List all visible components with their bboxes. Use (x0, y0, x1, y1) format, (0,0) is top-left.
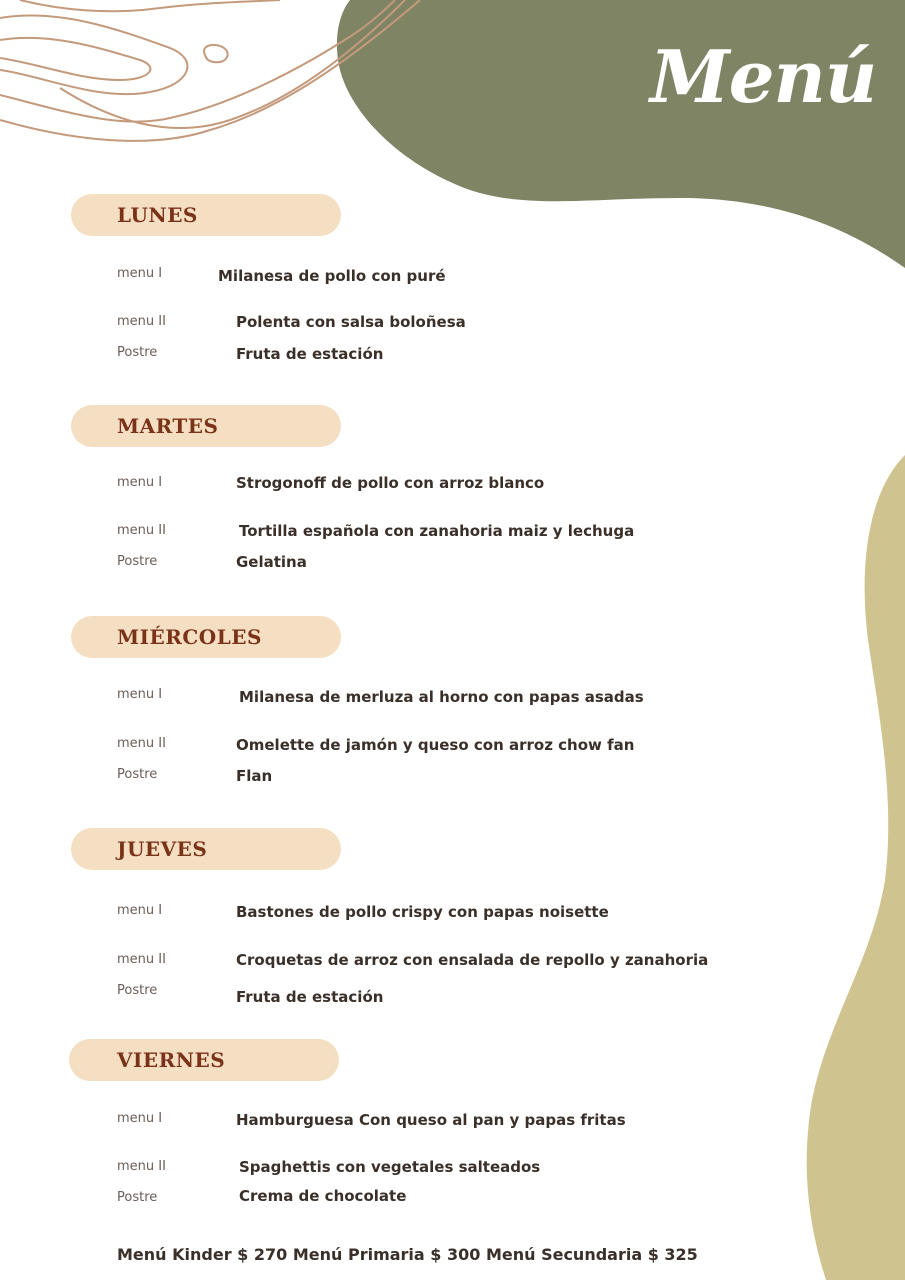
row-value: Fruta de estación (236, 988, 384, 1006)
row-label: Postre (117, 1190, 158, 1205)
row-label: menu II (117, 523, 166, 538)
row-value: Gelatina (236, 553, 307, 571)
row-label: menu I (117, 266, 163, 281)
row-label: menu II (117, 736, 166, 751)
row-label: menu I (117, 687, 163, 702)
row-label: menu I (117, 903, 163, 918)
row-value: Fruta de estación (236, 345, 384, 363)
row-value: Bastones de pollo crispy con papas noisette (236, 903, 609, 921)
day-name: MIÉRCOLES (117, 625, 262, 649)
row-value: Croquetas de arroz con ensalada de repollo y zanahoria (236, 951, 709, 969)
row-label: Postre (117, 767, 158, 782)
khaki-blob (807, 455, 905, 1280)
row-label: Postre (117, 554, 158, 569)
row-label: menu II (117, 952, 166, 967)
row-value: Hamburguesa Con queso al pan y papas fritas (236, 1111, 626, 1129)
price-footer: Menú Kinder $ 270 Menú Primaria $ 300 Menú Secundaria $ 325 (117, 1245, 698, 1264)
row-value: Polenta con salsa boloñesa (236, 313, 466, 331)
day-header-miercoles (71, 616, 341, 658)
row-value: Omelette de jamón y queso con arroz chow fan (236, 736, 635, 754)
menu-title: Menú (650, 34, 877, 119)
row-value: Milanesa de merluza al horno con papas asadas (239, 688, 644, 706)
row-label: Postre (117, 345, 158, 360)
row-label: menu I (117, 475, 163, 490)
row-value: Crema de chocolate (239, 1187, 407, 1205)
day-header-lunes (71, 194, 341, 236)
day-header-martes (71, 405, 341, 447)
row-value: Strogonoff de pollo con arroz blanco (236, 474, 545, 492)
row-value: Flan (236, 767, 273, 785)
day-header-jueves (71, 828, 341, 870)
row-label: Postre (117, 983, 158, 998)
row-label: menu II (117, 1159, 166, 1174)
day-name: VIERNES (117, 1048, 226, 1072)
row-value: Tortilla española con zanahoria maiz y lechuga (239, 522, 635, 540)
day-header-viernes (69, 1039, 339, 1081)
day-name: LUNES (117, 203, 198, 227)
row-label: menu II (117, 314, 166, 329)
row-value: Spaghettis con vegetales salteados (239, 1158, 541, 1176)
row-label: menu I (117, 1111, 163, 1126)
day-name: MARTES (117, 414, 219, 438)
day-name: JUEVES (117, 837, 208, 861)
row-value: Milanesa de pollo con puré (218, 267, 446, 285)
